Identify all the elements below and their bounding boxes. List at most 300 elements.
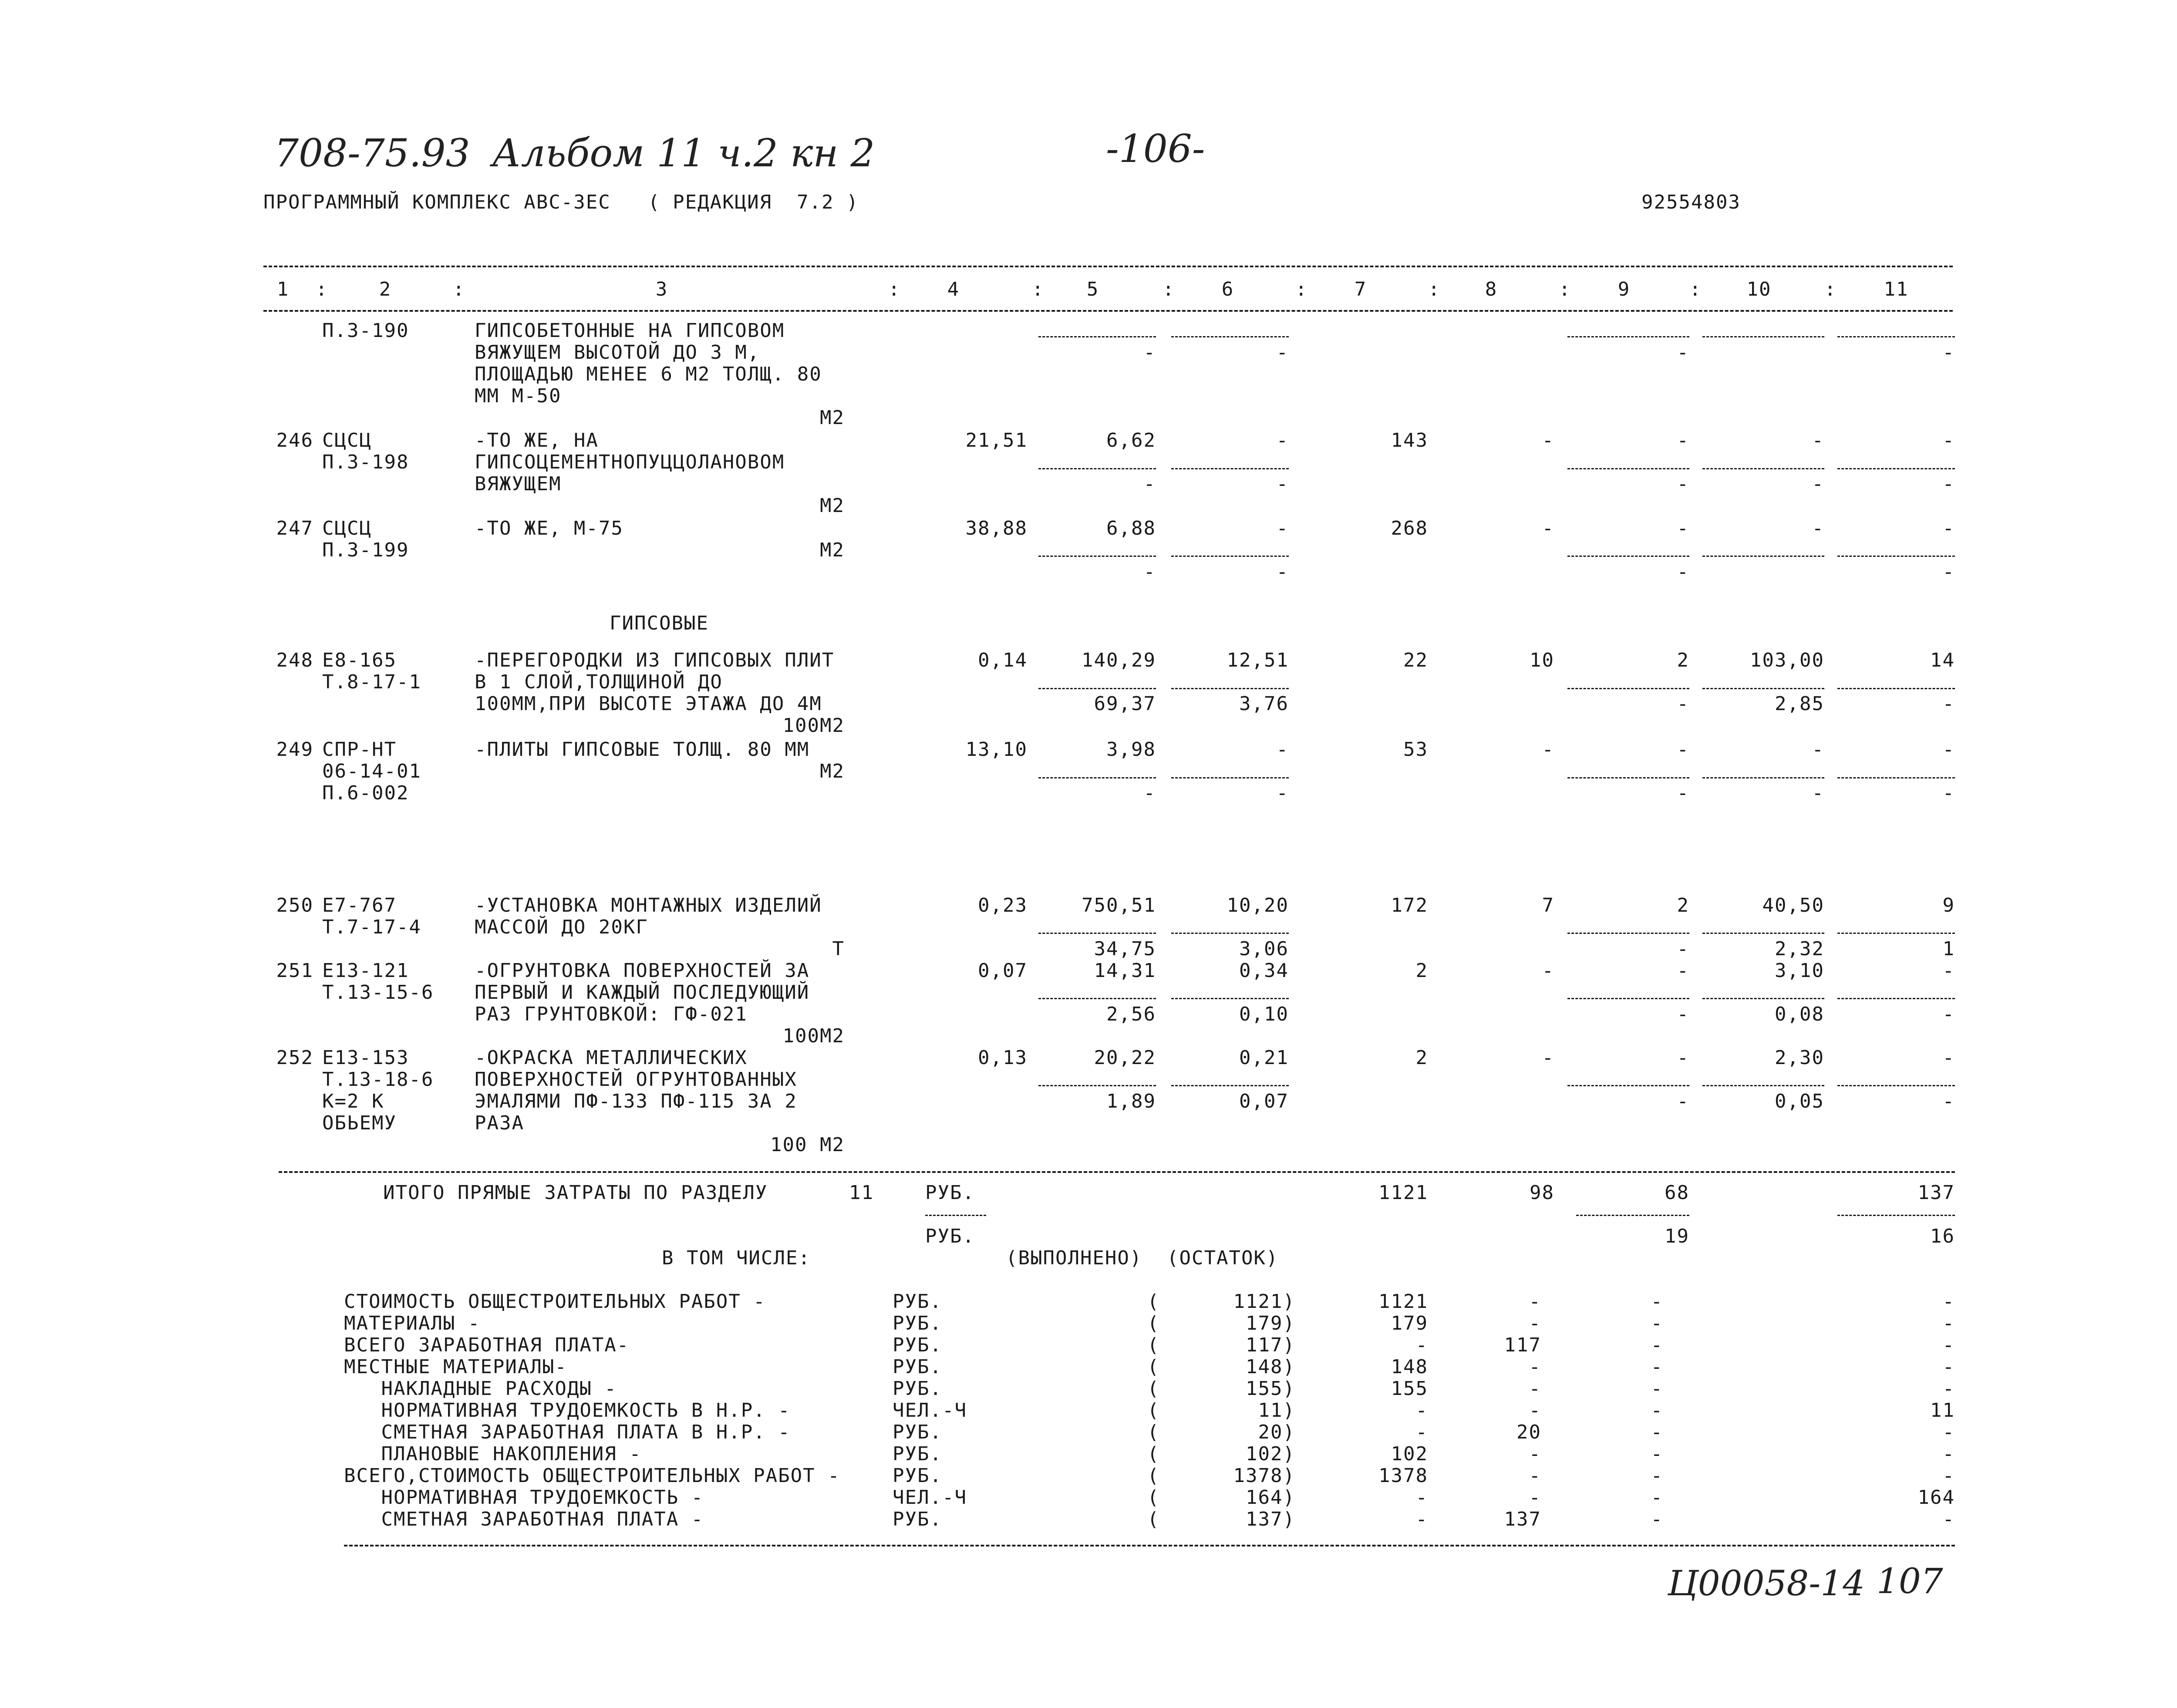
value-divider [1702,933,1824,934]
row-col-4: 0,13 [978,1047,1028,1069]
row-col-11: 9 [1942,894,1955,916]
row-col-8: - [1542,429,1554,451]
totals-title: ИТОГО ПРЯМЫЕ ЗАТРАТЫ ПО РАЗДЕЛУ [383,1182,768,1204]
row-col-5: 2,56 [1106,1003,1156,1025]
row-col-9: - [1677,517,1689,539]
value-divider [1567,468,1689,469]
handwritten-code: 708-75.93 [274,131,470,175]
row-col-3: 100ММ,ПРИ ВЫСОТЕ ЭТАЖА ДО 4М [475,693,822,715]
row-col-6: - [1276,782,1289,804]
summary-open-paren: ( [1147,1443,1160,1465]
value-divider [1171,336,1289,337]
summary-col-11: 11 [1930,1399,1955,1422]
row-col-1: 247 [276,517,313,539]
column-separator: : [1428,278,1441,300]
row-col-8: 10 [1530,649,1554,671]
row-col-10: 3,10 [1775,960,1824,982]
row-col-9: - [1677,693,1689,715]
summary-label: НОРМАТИВНАЯ ТРУДОЕМКОСТЬ В Н.Р. - [344,1399,791,1422]
row-col-8: - [1542,1047,1554,1069]
row-col-4: 0,23 [978,894,1028,916]
value-divider [1171,468,1289,469]
summary-col-9: - [1651,1356,1663,1378]
summary-col-9: - [1651,1312,1663,1334]
row-col-2: П.3-198 [322,451,409,473]
row-col-3: В 1 СЛОЙ,ТОЛЩИНОЙ ДО [475,671,723,693]
row-col-6: 0,21 [1239,1047,1289,1069]
row-col-11: - [1942,782,1955,804]
summary-col-9: - [1651,1465,1663,1487]
row-col-6: - [1276,341,1289,364]
row-col-11: - [1942,1047,1955,1069]
summary-col-9: - [1651,1334,1663,1356]
column-separator: : [316,278,328,300]
row-col-6: 3,76 [1239,693,1289,715]
column-header-11: 11 [1884,278,1909,300]
column-header-10: 10 [1746,278,1772,300]
row-col-3: -ТО ЖЕ, НА [475,429,599,451]
row-col-5: 20,22 [1094,1047,1156,1069]
including-label: В ТОМ ЧИСЛЕ: [662,1247,811,1269]
row-col-5: - [1143,473,1156,495]
summary-col-11: - [1942,1334,1955,1356]
row-col-6: - [1276,561,1289,583]
row-col-3: МАССОЙ ДО 20КГ [475,916,648,938]
value-divider [1038,777,1156,778]
row-unit: 100М2 [782,1025,845,1047]
row-col-11: - [1942,473,1955,495]
row-col-9: - [1677,1003,1689,1025]
row-col-2: П.6-002 [322,782,409,804]
handwritten-bottom-number: 107 [1877,1561,1943,1601]
row-col-10: 2,32 [1775,938,1824,960]
row-col-10: 0,08 [1775,1003,1824,1025]
summary-open-paren: ( [1147,1486,1160,1509]
row-col-5: 750,51 [1082,894,1156,916]
row-col-10: 103,00 [1750,649,1824,671]
column-header-8: 8 [1485,278,1498,300]
value-divider [1038,933,1156,934]
summary-col-9: - [1651,1399,1663,1422]
summary-done-value: 117) [1246,1334,1295,1356]
summary-open-paren: ( [1147,1421,1160,1443]
column-header-3: 3 [655,278,668,300]
handwritten-bottom-code: Ц00058-14 [1668,1563,1865,1604]
row-col-2: П.3-190 [322,320,409,342]
value-divider [1837,933,1955,934]
value-divider [1171,777,1289,778]
row-col-11: - [1942,429,1955,451]
value-divider [1038,468,1156,469]
row-col-6: 0,07 [1239,1090,1289,1112]
row-col-7: 172 [1391,894,1428,916]
row-col-2: Т.13-18-6 [322,1068,434,1091]
row-col-1: 252 [276,1047,313,1069]
summary-open-paren: ( [1147,1356,1160,1378]
summary-unit: РУБ. [893,1356,942,1378]
summary-col-8: 117 [1504,1334,1541,1356]
summary-open-paren: ( [1147,1378,1160,1400]
row-col-1: 251 [276,960,313,982]
row-col-5: 69,37 [1094,693,1156,715]
value-divider [1837,1085,1955,1086]
totals-unit: РУБ. [925,1182,975,1204]
summary-open-paren: ( [1147,1312,1160,1334]
summary-open-paren: ( [1147,1399,1160,1422]
summary-col-8: - [1529,1465,1541,1487]
row-col-11: - [1942,738,1955,761]
row-col-11: - [1942,341,1955,364]
totals-c11: 137 [1918,1182,1955,1204]
totals-c7: 1121 [1378,1182,1428,1204]
value-divider [1567,556,1689,557]
row-col-9: - [1677,1047,1689,1069]
summary-col-7: 155 [1391,1378,1428,1400]
row-col-2: ОБЬЕМУ [322,1112,397,1134]
row-col-6: 0,10 [1239,1003,1289,1025]
row-col-3: -ПЕРЕГОРОДКИ ИЗ ГИПСОВЫХ ПЛИТ [475,649,835,671]
summary-col-9: - [1651,1290,1663,1313]
summary-col-9: - [1651,1421,1663,1443]
row-col-8: - [1542,960,1554,982]
summary-done-value: 11) [1258,1399,1295,1422]
row-col-6: 0,34 [1239,960,1289,982]
value-divider [1171,688,1289,689]
row-unit: 100М2 [782,714,845,737]
value-divider [1837,468,1955,469]
summary-unit: РУБ. [893,1378,942,1400]
summary-col-8: - [1529,1486,1541,1509]
row-col-3: РАЗА [475,1112,524,1134]
row-col-10: - [1812,782,1824,804]
row-col-9: - [1677,473,1689,495]
value-divider [1702,777,1824,778]
summary-unit: РУБ. [893,1421,942,1443]
row-col-9: - [1677,429,1689,451]
row-col-2: Е8-165 [322,649,397,671]
row-col-3: ВЯЖУЩЕМ [475,473,562,495]
column-header-1: 1 [276,278,290,300]
rest-label: (ОСТАТОК) [1167,1247,1279,1269]
value-divider [1702,688,1824,689]
summary-done-value: 20) [1258,1421,1295,1443]
totals-c9: 68 [1665,1182,1689,1204]
row-col-6: - [1276,473,1289,495]
value-divider [1567,688,1689,689]
summary-label: МАТЕРИАЛЫ - [344,1312,481,1334]
summary-done-value: 179) [1246,1312,1295,1334]
column-separator: : [1295,278,1308,300]
summary-col-8: - [1529,1399,1541,1422]
value-divider [1171,556,1289,557]
summary-col-7: - [1415,1486,1428,1509]
row-col-3: ПЕРВЫЙ И КАЖДЫЙ ПОСЛЕДУЮЩИЙ [475,981,810,1004]
row-col-3: ВЯЖУЩЕМ ВЫСОТОЙ ДО 3 М, [475,341,760,364]
summary-col-7: - [1415,1421,1428,1443]
row-col-1: 250 [276,894,313,916]
row-col-9: - [1677,341,1689,364]
summary-col-11: - [1942,1508,1955,1530]
row-col-11: - [1942,517,1955,539]
column-separator: : [1163,278,1175,300]
column-separator: : [888,278,901,300]
totals-c11-second: 16 [1930,1225,1955,1247]
value-divider [1171,998,1289,999]
row-col-9: - [1677,782,1689,804]
row-col-9: - [1677,938,1689,960]
summary-unit: РУБ. [893,1465,942,1487]
row-col-3: -УСТАНОВКА МОНТАЖНЫХ ИЗДЕЛИЙ [475,894,822,916]
summary-col-8: - [1529,1356,1541,1378]
row-col-7: 2 [1415,1047,1428,1069]
summary-unit: РУБ. [893,1312,942,1334]
summary-col-11: 164 [1918,1486,1955,1509]
totals-c11-rule [1837,1215,1955,1216]
section-title: ГИПСОВЫЕ [610,612,709,634]
row-col-7: 22 [1403,649,1428,671]
summary-open-paren: ( [1147,1290,1160,1313]
summary-col-11: - [1942,1290,1955,1313]
row-col-10: - [1812,473,1824,495]
summary-col-9: - [1651,1378,1663,1400]
row-col-6: - [1276,738,1289,761]
handwritten-page-number: -106- [1106,126,1205,171]
value-divider [1837,998,1955,999]
row-col-2: Е13-153 [322,1047,409,1069]
row-col-3: -ПЛИТЫ ГИПСОВЫЕ ТОЛЩ. 80 ММ [475,738,810,761]
summary-col-8: - [1529,1443,1541,1465]
program-title: ПРОГРАММНЫЙ КОМПЛЕКС АВС-3ЕС ( РЕДАКЦИЯ 7.2 ) [263,191,859,213]
summary-col-9: - [1651,1486,1663,1509]
value-divider [1702,998,1824,999]
summary-label: МЕСТНЫЕ МАТЕРИАЛЫ- [344,1356,567,1378]
column-header-4: 4 [947,278,960,300]
row-col-2: СЦСЦ [322,429,372,451]
row-col-5: - [1143,782,1156,804]
row-col-9: - [1677,1090,1689,1112]
rule-top [263,266,1953,267]
value-divider [1567,998,1689,999]
summary-col-8: - [1529,1290,1541,1313]
summary-col-9: - [1651,1508,1663,1530]
row-col-5: 6,62 [1106,429,1156,451]
row-col-11: - [1942,1090,1955,1112]
row-col-7: 53 [1403,738,1428,761]
column-separator: : [1824,278,1837,300]
row-col-6: 10,20 [1227,894,1289,916]
row-col-3: ЭМАЛЯМИ ПФ-133 ПФ-115 ЗА 2 [475,1090,797,1112]
row-col-9: 2 [1677,894,1689,916]
row-col-2: П.3-199 [322,539,409,561]
totals-c9-second: 19 [1665,1225,1689,1247]
summary-col-8: - [1529,1378,1541,1400]
value-divider [1702,556,1824,557]
row-col-8: - [1542,738,1554,761]
row-col-11: 1 [1942,938,1955,960]
value-divider [1702,336,1824,337]
summary-col-7: 1121 [1378,1290,1428,1313]
summary-col-11: - [1942,1443,1955,1465]
summary-label: ПЛАНОВЫЕ НАКОПЛЕНИЯ - [344,1443,642,1465]
summary-done-value: 1378) [1233,1465,1295,1487]
summary-col-7: 148 [1391,1356,1428,1378]
row-col-6: 12,51 [1227,649,1289,671]
column-header-6: 6 [1221,278,1234,300]
row-unit: М2 [820,407,845,429]
row-col-1: 249 [276,738,313,761]
summary-col-7: - [1415,1334,1428,1356]
row-col-11: - [1942,693,1955,715]
row-col-10: - [1812,738,1824,761]
row-unit: Т [832,938,845,960]
value-divider [1702,468,1824,469]
row-col-10: 40,50 [1762,894,1824,916]
summary-done-value: 137) [1246,1508,1295,1530]
summary-label: НАКЛАДНЫЕ РАСХОДЫ - [344,1378,617,1400]
value-divider [1567,777,1689,778]
rule-totals [279,1171,1955,1173]
value-divider [1567,1085,1689,1086]
row-col-5: 3,98 [1106,738,1156,761]
summary-col-7: 179 [1391,1312,1428,1334]
value-divider [1837,336,1955,337]
value-divider [1837,688,1955,689]
done-label: (ВЫПОЛНЕНО) [1006,1247,1142,1269]
column-header-2: 2 [379,278,392,300]
totals-section: 11 [849,1182,874,1204]
row-col-5: 14,31 [1094,960,1156,982]
row-col-6: - [1276,517,1289,539]
summary-col-8: 20 [1516,1421,1541,1443]
row-unit: 100 М2 [770,1134,845,1156]
row-col-4: 21,51 [965,429,1028,451]
value-divider [1038,1085,1156,1086]
row-col-3: ММ М-50 [475,385,562,407]
handwritten-album: Альбом 11 ч.2 кн 2 [492,131,875,175]
row-col-10: - [1812,517,1824,539]
row-col-9: - [1677,960,1689,982]
rule-header-bottom [263,310,1953,312]
row-col-2: СЦСЦ [322,517,372,539]
row-col-3: РАЗ ГРУНТОВКОЙ: ГФ-021 [475,1003,748,1025]
row-unit: М2 [820,760,845,782]
row-col-5: - [1143,341,1156,364]
row-col-5: 34,75 [1094,938,1156,960]
row-col-2: 06-14-01 [322,760,421,782]
summary-unit: ЧЕЛ.-Ч [893,1399,967,1422]
column-header-9: 9 [1618,278,1631,300]
row-col-11: 14 [1930,649,1955,671]
value-divider [1567,336,1689,337]
summary-col-7: - [1415,1399,1428,1422]
summary-col-11: - [1942,1312,1955,1334]
row-col-3: -ТО ЖЕ, М-75 [475,517,623,539]
row-col-2: Е13-121 [322,960,409,982]
summary-label: НОРМАТИВНАЯ ТРУДОЕМКОСТЬ - [344,1486,704,1509]
value-divider [1837,556,1955,557]
row-col-7: 268 [1391,517,1428,539]
row-col-9: - [1677,738,1689,761]
row-col-3: -ОКРАСКА МЕТАЛЛИЧЕСКИХ [475,1047,748,1069]
row-col-11: - [1942,960,1955,982]
row-col-3: ПЛОЩАДЬЮ МЕНЕЕ 6 М2 ТОЛЩ. 80 [475,363,822,385]
summary-open-paren: ( [1147,1465,1160,1487]
row-col-5: 6,88 [1106,517,1156,539]
row-col-11: - [1942,1003,1955,1025]
summary-open-paren: ( [1147,1334,1160,1356]
summary-col-11: - [1942,1465,1955,1487]
row-col-11: - [1942,561,1955,583]
row-col-3: -ОГРУНТОВКА ПОВЕРХНОСТЕЙ ЗА [475,960,810,982]
value-divider [1038,556,1156,557]
row-col-10: 2,30 [1775,1047,1824,1069]
summary-col-11: - [1942,1356,1955,1378]
totals-unit-2: РУБ. [925,1225,975,1247]
summary-done-value: 148) [1246,1356,1295,1378]
row-col-6: 3,06 [1239,938,1289,960]
summary-label: СТОИМОСТЬ ОБЩЕСТРОИТЕЛЬНЫХ РАБОТ - [344,1290,766,1313]
summary-done-value: 1121) [1233,1290,1295,1313]
row-col-6: - [1276,429,1289,451]
column-header-5: 5 [1086,278,1099,300]
row-col-3: ГИПСОЦЕМЕНТНОПУЦЦОЛАНОВОМ [475,451,785,473]
summary-label: ВСЕГО,СТОИМОСТЬ ОБЩЕСТРОИТЕЛЬНЫХ РАБОТ - [344,1465,840,1487]
summary-col-7: 102 [1391,1443,1428,1465]
row-col-4: 0,14 [978,649,1028,671]
totals-c8: 98 [1530,1182,1554,1204]
row-col-4: 0,07 [978,960,1028,982]
summary-col-8: 137 [1504,1508,1541,1530]
row-col-5: - [1143,561,1156,583]
column-separator: : [1559,278,1571,300]
row-col-8: - [1542,517,1554,539]
row-col-2: Т.8-17-1 [322,671,421,693]
value-divider [1702,1085,1824,1086]
row-col-9: - [1677,561,1689,583]
summary-done-value: 155) [1246,1378,1295,1400]
summary-unit: ЧЕЛ.-Ч [893,1486,967,1509]
row-col-2: СПР-НТ [322,738,397,761]
summary-unit: РУБ. [893,1508,942,1530]
row-col-5: 1,89 [1106,1090,1156,1112]
row-col-5: 140,29 [1082,649,1156,671]
document-id: 92554803 [1641,191,1741,213]
summary-col-8: - [1529,1312,1541,1334]
summary-done-value: 102) [1246,1443,1295,1465]
column-header-7: 7 [1354,278,1367,300]
row-col-7: 2 [1415,960,1428,982]
summary-label: ВСЕГО ЗАРАБОТНАЯ ПЛАТА- [344,1334,630,1356]
summary-col-7: 1378 [1378,1465,1428,1487]
value-divider [1038,998,1156,999]
summary-unit: РУБ. [893,1290,942,1313]
column-separator: : [1032,278,1045,300]
value-divider [1038,688,1156,689]
totals-unit-rule [925,1215,986,1216]
row-col-2: Т.13-15-6 [322,981,434,1004]
summary-open-paren: ( [1147,1508,1160,1530]
summary-col-11: - [1942,1421,1955,1443]
summary-done-value: 164) [1246,1486,1295,1509]
row-col-2: Е7-767 [322,894,397,916]
value-divider [1567,933,1689,934]
totals-c9-rule [1576,1215,1689,1216]
row-col-7: 143 [1391,429,1428,451]
summary-col-11: - [1942,1378,1955,1400]
row-col-4: 13,10 [965,738,1028,761]
value-divider [1837,777,1955,778]
summary-col-9: - [1651,1443,1663,1465]
